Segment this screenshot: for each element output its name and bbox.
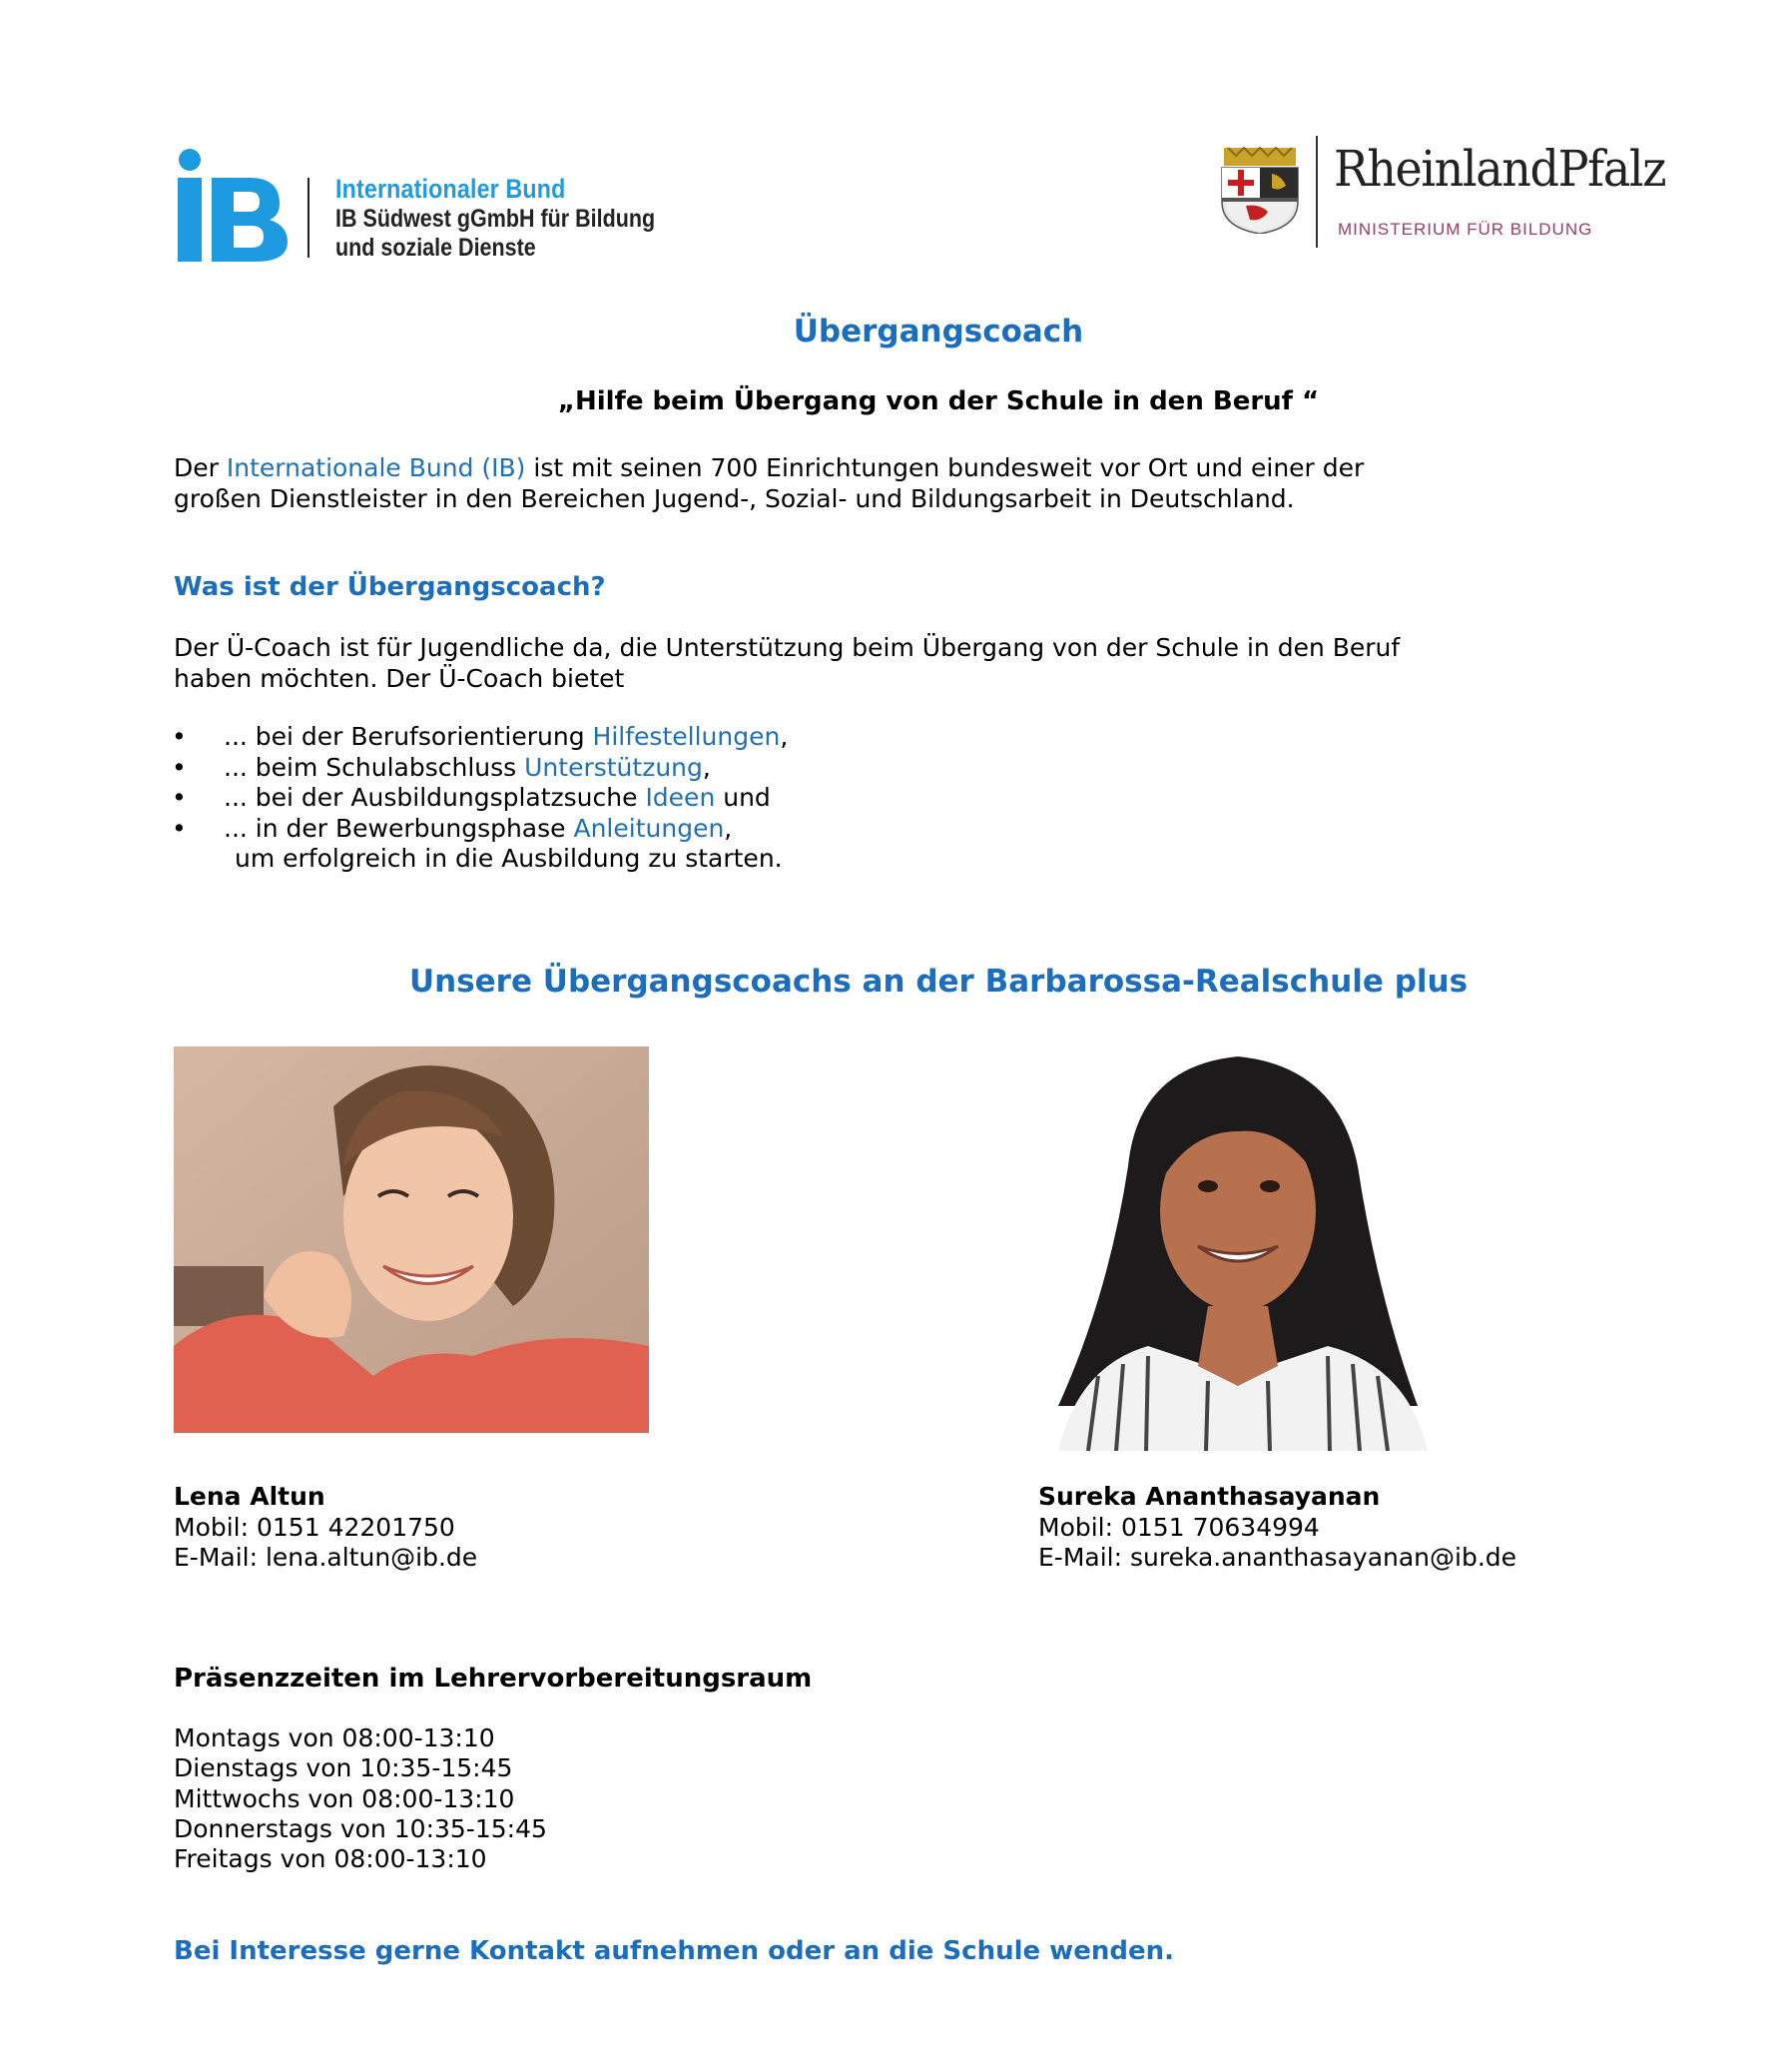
coach-contact-lena [174, 1482, 477, 1574]
coach-mobile: Mobil: 0151 42201750 [174, 1512, 455, 1542]
portrait-photo-icon [1038, 1046, 1438, 1451]
offer-closing-line: um erfolgreich in die Ausbildung zu starten. [235, 844, 783, 873]
ib-logo [172, 148, 671, 264]
coach-email[interactable]: E-Mail: lena.altun@ib.de [174, 1543, 478, 1572]
coach-contact-sureka [1038, 1482, 1516, 1574]
what-is-paragraph: Der Ü-Coach ist für Jugendliche da, die Unterstützung beim Übergang von der Schule in den Beruf haben möchten. Der Ü-Coach bietet [174, 633, 1401, 693]
offer-bullet-list [172, 722, 789, 844]
rlp-logo-ministry: MINISTERIUM FÜR BILDUNG [1338, 220, 1593, 239]
intro-line-2: großen Dienstleister in den Bereichen Jugend-, Sozial- und Bildungsarbeit in Deutschland. [174, 484, 1295, 513]
bullet-dot-icon: • [172, 752, 187, 782]
section-heading-what-is: Was ist der Übergangscoach? [174, 572, 606, 602]
intro-line-1: Der Internationale Bund (IB) ist mit seinen 700 Einrichtungen bundesweit vor Ort und einer der [174, 453, 1365, 482]
coach-photo-lena [174, 1046, 649, 1433]
ib-logo-line1: IB Südwest gGmbH für Bildung [335, 205, 656, 233]
coach-mobile: Mobil: 0151 70634994 [1038, 1512, 1320, 1542]
rlp-logo-divider [1316, 136, 1318, 248]
rlp-ministry-logo [1216, 136, 1675, 256]
page-subtitle: „Hilfe beim Übergang von der Schule in den Beruf “ [557, 386, 1320, 416]
list-item: Dienstags von 10:35-15:45 [174, 1753, 513, 1783]
ib-logo-divider [307, 178, 309, 258]
list-item: Mittwochs von 08:00-13:10 [174, 1783, 515, 1813]
coach-name: Lena Altun [174, 1482, 325, 1511]
presence-hours-heading: Präsenzzeiten im Lehrervorbereitungsraum [174, 1664, 813, 1694]
list-item: • ... beim Schulabschluss Unterstützung, [172, 752, 711, 782]
list-item: Montags von 08:00-13:10 [174, 1723, 495, 1752]
coach-photo-sureka [1038, 1046, 1438, 1451]
rlp-coat-of-arms-icon [1216, 146, 1304, 234]
presence-hours-list [174, 1723, 547, 1874]
coaches-heading: Unsere Übergangscoachs an der Barbarossa-Realschule plus [408, 964, 1469, 1000]
ib-logo-mark-icon [172, 148, 290, 264]
coach-email[interactable]: E-Mail: sureka.ananthasayanan@ib.de [1038, 1543, 1517, 1572]
ib-logo-name: Internationaler Bund [335, 174, 566, 204]
intro-paragraph [174, 452, 1364, 514]
list-item: • ... bei der Berufsorientierung Hilfestellungen, [172, 722, 789, 751]
portrait-photo-icon [174, 1046, 649, 1433]
list-item: Donnerstags von 10:35-15:45 [174, 1813, 547, 1843]
page-title: Übergangscoach [793, 314, 1084, 349]
bullet-dot-icon: • [172, 722, 187, 751]
rlp-logo-name: RheinlandPfalz [1334, 140, 1666, 198]
ib-logo-line2: und soziale Dienste [335, 234, 536, 262]
ib-organisation-link[interactable]: Internationale Bund (IB) [226, 453, 526, 482]
list-item: • ... in der Bewerbungsphase Anleitungen, [172, 813, 733, 843]
list-item: • ... bei der Ausbildungsplatzsuche Ideen und [172, 783, 771, 812]
coach-name: Sureka Ananthasayanan [1038, 1482, 1381, 1511]
contact-call-to-action: Bei Interesse gerne Kontakt aufnehmen oder an die Schule wenden. [174, 1936, 1174, 1966]
bullet-dot-icon: • [172, 813, 187, 843]
bullet-dot-icon: • [172, 783, 187, 812]
list-item: Freitags von 08:00-13:10 [174, 1844, 487, 1874]
